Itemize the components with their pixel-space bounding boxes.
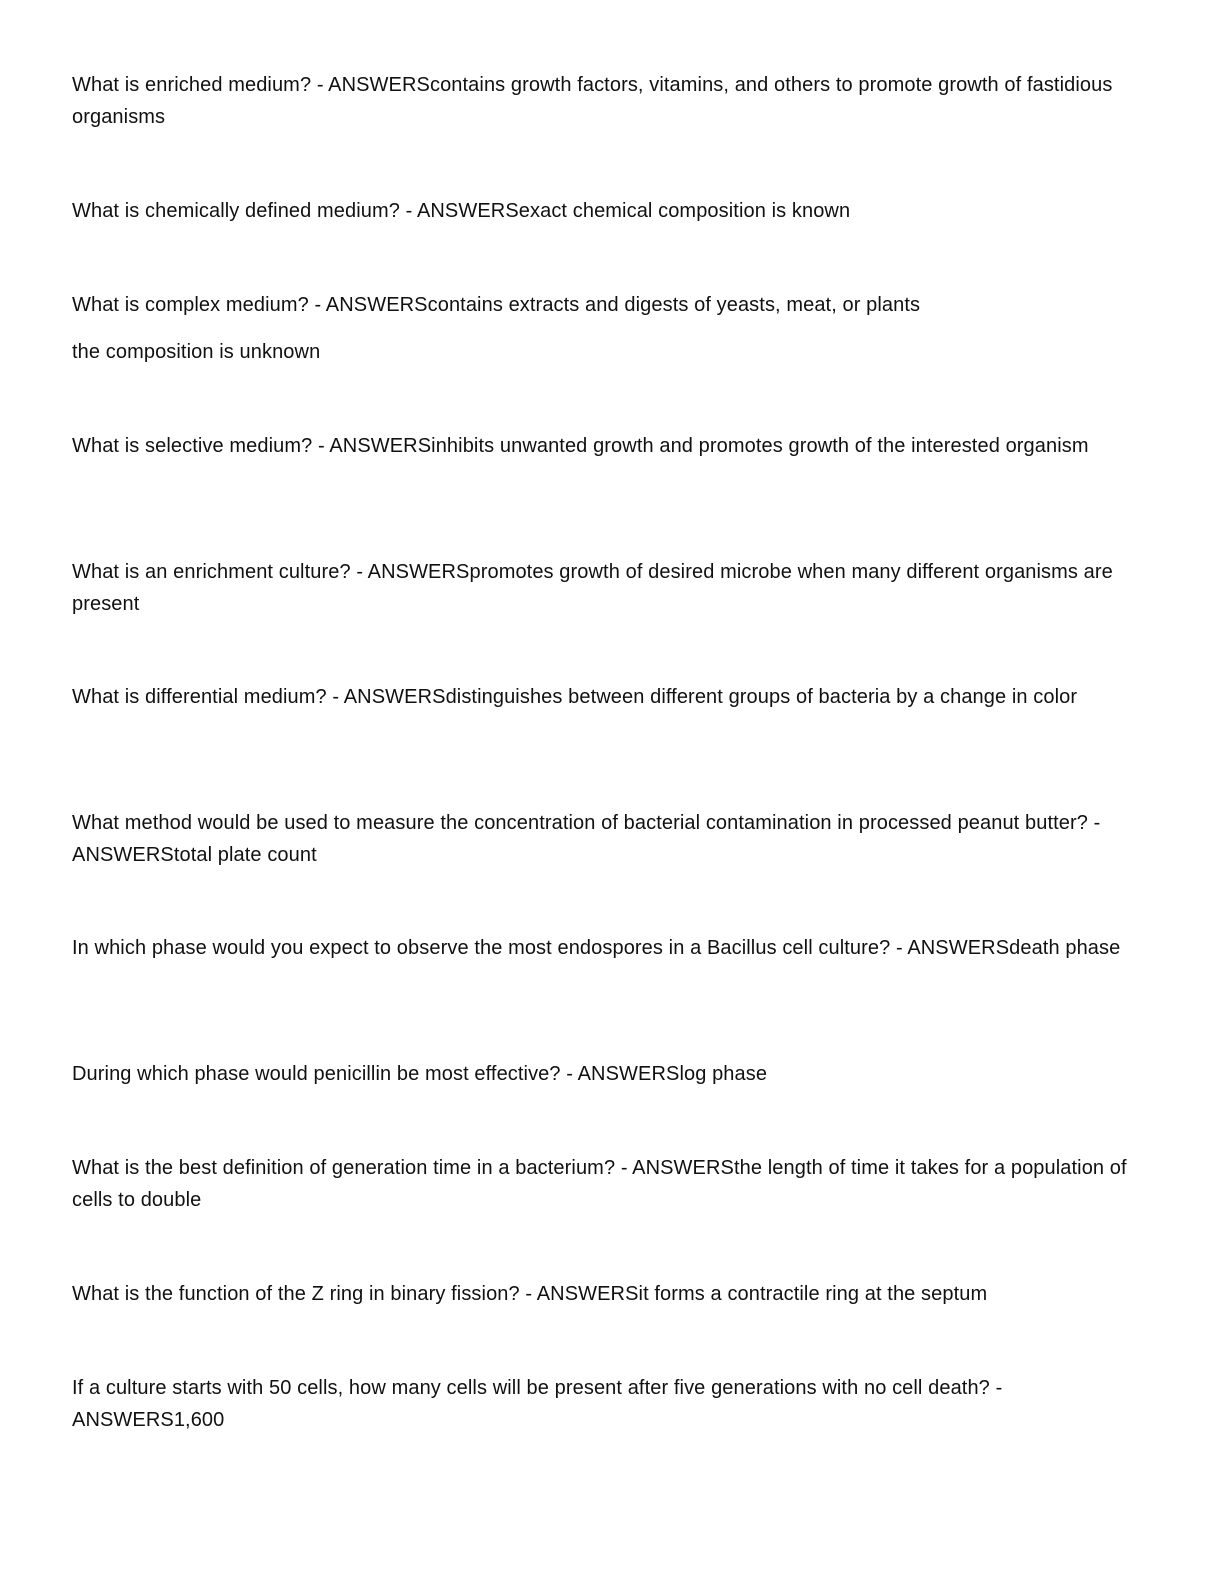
qa-item-total-plate-count — [72, 808, 1152, 871]
answer-text: log phase — [679, 1063, 768, 1085]
answer-text: it forms a contractile ring at the septum — [638, 1283, 988, 1305]
qa-text — [72, 808, 1152, 871]
question-text: What is enriched medium? - ANSWERS — [72, 74, 430, 96]
qa-item-complex-medium — [72, 290, 1152, 368]
question-text: What is differential medium? - ANSWERS — [72, 686, 446, 708]
qa-item-z-ring — [72, 1279, 1152, 1311]
qa-text — [72, 1153, 1152, 1216]
qa-text — [72, 557, 1152, 620]
qa-text — [72, 196, 1152, 228]
question-text: What is the function of the Z ring in binary fission? - ANSWERS — [72, 1283, 639, 1305]
answer-text: distinguishes between different groups of bacteria by a change in color — [445, 686, 1078, 708]
qa-text — [72, 933, 1152, 965]
question-text: What is the best definition of generation time in a bacterium? - ANSWERS — [72, 1157, 734, 1179]
answer-text: death phase — [1009, 937, 1121, 959]
qa-item-enriched-medium — [72, 70, 1152, 133]
qa-item-endospores-phase — [72, 933, 1152, 965]
qa-text — [72, 431, 1152, 463]
qa-item-penicillin-phase — [72, 1059, 1152, 1091]
qa-text — [72, 1279, 1152, 1311]
answer-text: contains growth factors, vitamins, and others to promote growth of fastidious organisms — [72, 74, 1113, 128]
question-text: What is complex medium? - ANSWERS — [72, 294, 428, 316]
answer-text: the length of time it takes for a population of cells to double — [72, 1157, 1127, 1211]
question-text: What is chemically defined medium? - ANSWERS — [72, 200, 519, 222]
answer-extra-line: the composition is unknown — [72, 340, 321, 363]
qa-text — [72, 682, 1152, 714]
qa-text — [72, 1059, 1152, 1091]
answer-text: total plate count — [173, 843, 317, 866]
qa-item-enrichment-culture — [72, 557, 1152, 620]
qa-text — [72, 1373, 1152, 1436]
question-text: In which phase would you expect to observe the most endospores in a Bacillus cell culture? - ANSWERS — [72, 937, 1010, 959]
answer-text: contains extracts and digests of yeasts, meat, or plants — [427, 294, 921, 316]
qa-item-selective-medium — [72, 431, 1152, 463]
qa-item-chemically-defined-medium — [72, 196, 1152, 228]
question-text: If a culture starts with 50 cells, how many cells will be present after five generations with no cell death? - ANSWERS — [72, 1377, 1003, 1431]
qa-item-differential-medium — [72, 682, 1152, 714]
qa-item-cell-generations — [72, 1373, 1152, 1436]
question-text: What method would be used to measure the concentration of bacterial contamination in processed peanut butter? - ANSWERS — [72, 812, 1101, 866]
qa-item-generation-time — [72, 1153, 1152, 1216]
qa-text — [72, 70, 1152, 133]
answer-text: 1,600 — [173, 1408, 225, 1431]
question-text: What is an enrichment culture? - ANSWERS — [72, 561, 470, 583]
qa-text — [72, 290, 1152, 322]
answer-text: exact chemical composition is known — [518, 200, 851, 222]
answer-text: inhibits unwanted growth and promotes growth of the interested organism — [431, 435, 1089, 457]
question-text: During which phase would penicillin be most effective? - ANSWERS — [72, 1063, 680, 1085]
answer-text: promotes growth of desired microbe when many different organisms are present — [72, 561, 1113, 615]
question-text: What is selective medium? - ANSWERS — [72, 435, 432, 457]
